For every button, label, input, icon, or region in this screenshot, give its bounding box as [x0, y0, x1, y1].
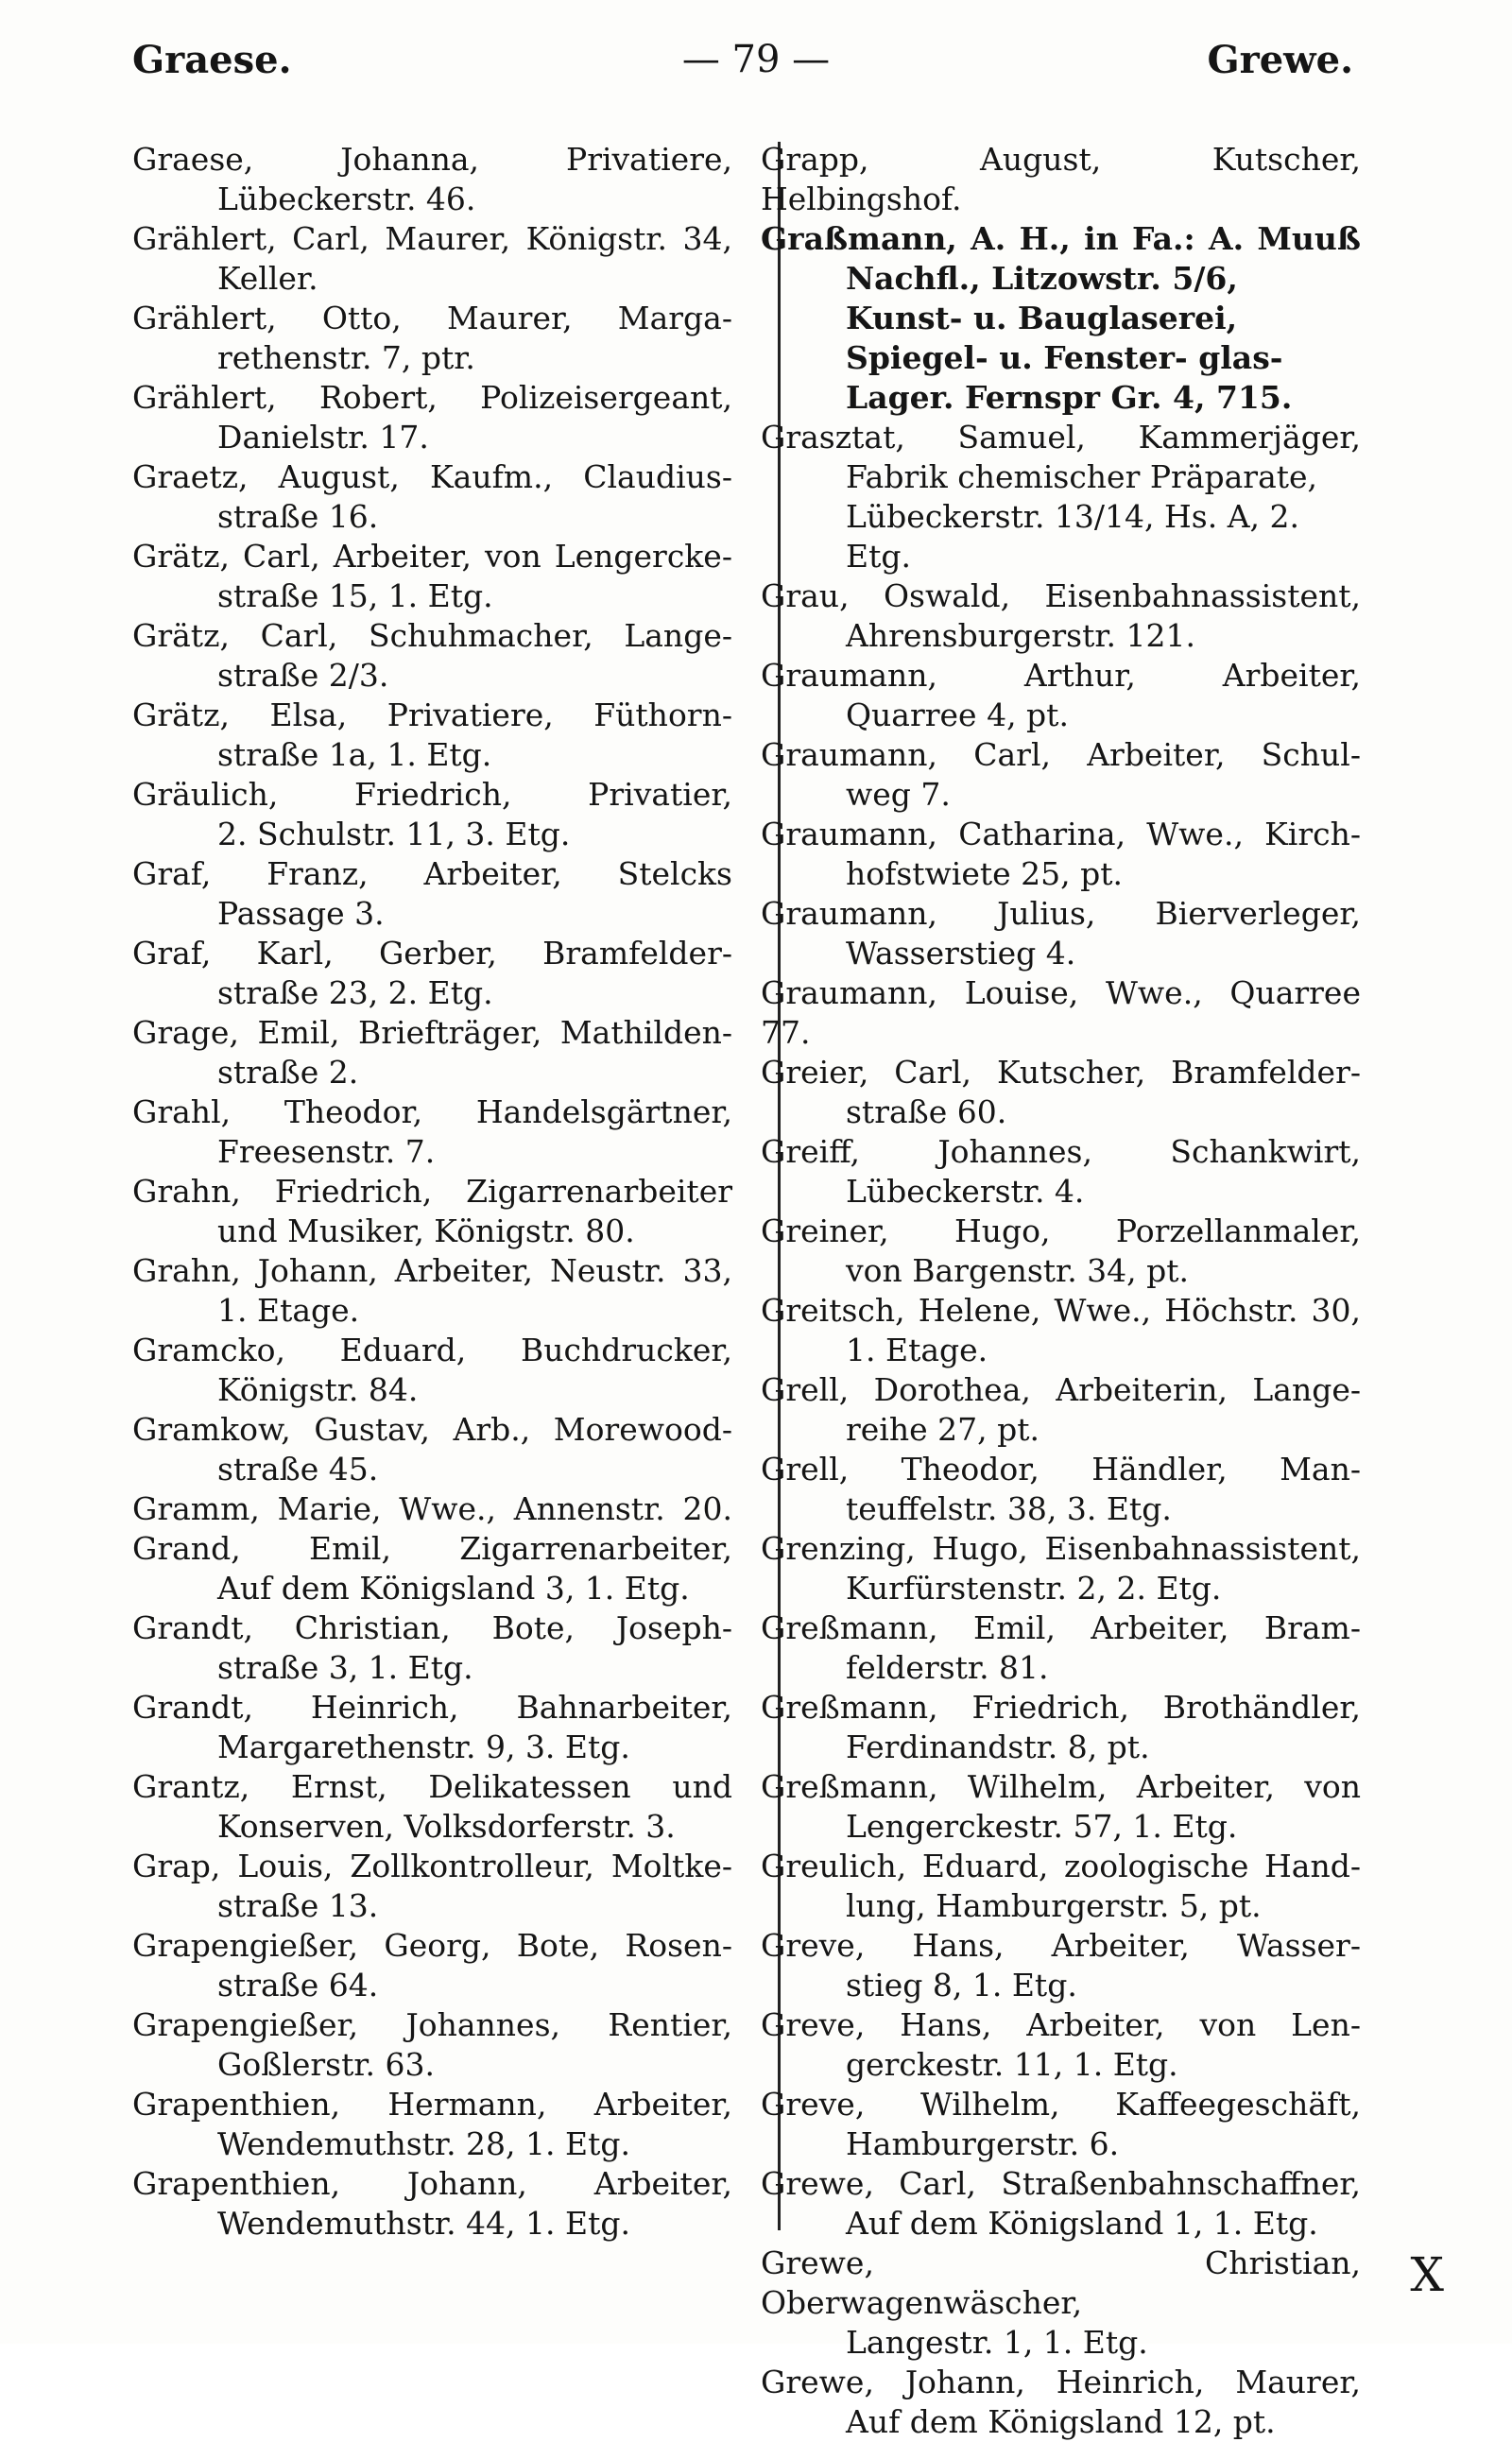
directory-entry [132, 1926, 732, 2005]
entry-line-2: und Musiker, Königstr. 80. [217, 1212, 635, 1249]
entry-line-1: Greve, Hans, Arbeiter, Wasser- [761, 1927, 1361, 1964]
entry-line-2: von Bargenstr. 34, pt. [846, 1252, 1190, 1289]
directory-entry [761, 1132, 1361, 1212]
directory-entry [132, 2005, 732, 2085]
directory-entry [761, 2085, 1361, 2164]
entry-line-1: Grasztat, Samuel, Kammerjäger, [761, 419, 1361, 456]
entry-line-2: straße 2. [217, 1054, 359, 1091]
directory-entry [761, 576, 1361, 656]
directory-entry [132, 775, 732, 854]
directory-entry [132, 1847, 732, 1926]
directory-entry [132, 1092, 732, 1172]
entry-line-1: Grahn, Friedrich, Zigarrenarbeiter [132, 1173, 732, 1210]
entry-line-1: Graumann, Carl, Arbeiter, Schul- [761, 736, 1361, 773]
header-left: Graese. [132, 38, 292, 82]
entry-line-2: Passage 3. [217, 895, 385, 932]
entry-line-1: Grewe, Carl, Straßenbahnschaffner, [761, 2165, 1361, 2202]
directory-entry [761, 1370, 1361, 1450]
entry-line-1: Grenzing, Hugo, Eisenbahnassistent, [761, 1530, 1361, 1567]
entry-line-2: 2. Schulstr. 11, 3. Etg. [217, 816, 571, 852]
directory-entry [132, 1489, 732, 1529]
entry-line-1: Grätz, Carl, Arbeiter, von Lengercke- [132, 538, 732, 575]
entry-line-2: Kurfürstenstr. 2, 2. Etg. [846, 1570, 1222, 1607]
directory-entry [132, 2164, 732, 2244]
directory-entry [132, 934, 732, 1013]
entry-line-2: 1. Etage. [846, 1332, 988, 1368]
entry-line-1: Gräulich, Friedrich, Privatier, [132, 776, 732, 813]
directory-entry [132, 219, 732, 299]
entry-line-1: Grewe, Christian, Oberwagenwäscher, [761, 2244, 1361, 2321]
directory-entry [761, 894, 1361, 973]
entry-line-1: Gramm, Marie, Wwe., Annenstr. 20. [132, 1490, 732, 1527]
entry-line-1: Grählert, Carl, Maurer, Königstr. 34, [132, 220, 732, 257]
directory-entry [132, 616, 732, 696]
entry-line-1: Grand, Emil, Zigarrenarbeiter, [132, 1530, 732, 1567]
entry-line-2: 1. Etage. [217, 1292, 360, 1329]
directory-entry [132, 457, 732, 537]
entry-line-1: Grandt, Christian, Bote, Joseph- [132, 1609, 732, 1646]
directory-entry [761, 973, 1361, 1053]
entry-line-1: Grapenthien, Johann, Arbeiter, [132, 2165, 732, 2202]
entry-line-1: Grell, Dorothea, Arbeiterin, Lange- [761, 1371, 1361, 1408]
entry-line-2: lung, Hamburgerstr. 5, pt. [846, 1887, 1262, 1924]
entry-line-1: Greßmann, Friedrich, Brothändler, [761, 1689, 1361, 1726]
entry-line-2: Konserven, Volksdorferstr. 3. [217, 1808, 676, 1845]
directory-entry [761, 2363, 1361, 2442]
directory-entry [132, 1608, 732, 1688]
entry-line-1: Graumann, Catharina, Wwe., Kirch- [761, 816, 1361, 852]
entry-line-2: Quarree 4, pt. [846, 696, 1069, 733]
entry-line-1: Grewe, Johann, Heinrich, Maurer, [761, 2364, 1361, 2400]
directory-entry [132, 854, 732, 934]
directory-entry [761, 2164, 1361, 2244]
directory-entry [761, 1926, 1361, 2005]
directory-entry [132, 299, 732, 378]
entry-line-1: Grantz, Ernst, Delikatessen und [132, 1768, 732, 1805]
entry-line-1: Graumann, Louise, Wwe., Quarree 77. [761, 974, 1361, 1051]
entry-line-2: weg 7. [846, 776, 951, 813]
entry-line-1: Graf, Karl, Gerber, Bramfelder- [132, 935, 732, 972]
entry-line-1: Gramkow, Gustav, Arb., Morewood- [132, 1411, 732, 1448]
entry-line-2: Nachfl., Litzowstr. 5/6, Kunst- u. Bauglaserei, Spiegel- u. Fenster- glas-Lager. Fernspr Gr. 4, 715. [846, 260, 1293, 416]
directory-entry [132, 1013, 732, 1092]
entry-line-2: Margarethenstr. 9, 3. Etg. [217, 1728, 630, 1765]
entry-line-2: Wendemuthstr. 28, 1. Etg. [217, 2125, 630, 2162]
entry-line-1: Greiff, Johannes, Schankwirt, [761, 1133, 1361, 1170]
entry-line-1: Grapp, August, Kutscher, Helbingshof. [761, 141, 1361, 217]
entry-line-2: straße 2/3. [217, 657, 389, 694]
entry-line-2: straße 64. [217, 1967, 379, 2003]
directory-entry [761, 1291, 1361, 1370]
directory-entry [761, 140, 1361, 219]
directory-entry [132, 2085, 732, 2164]
page-header [0, 38, 1512, 95]
directory-entry [132, 1410, 732, 1489]
directory-entry [132, 696, 732, 775]
entry-line-2: Ferdinandstr. 8, pt. [846, 1728, 1150, 1765]
entry-line-2: Lengerckestr. 57, 1. Etg. [846, 1808, 1238, 1845]
entry-line-2: Wasserstieg 4. [846, 935, 1076, 972]
entry-line-1: Grapengießer, Georg, Bote, Rosen- [132, 1927, 732, 1964]
directory-entry [132, 537, 732, 616]
directory-entry [132, 1767, 732, 1847]
entry-line-1: Graumann, Julius, Bierverleger, [761, 895, 1361, 932]
entry-line-2: straße 16. [217, 498, 379, 535]
entry-line-2: Auf dem Königsland 1, 1. Etg. [846, 2205, 1318, 2242]
entry-line-1: Grählert, Otto, Maurer, Marga- [132, 300, 732, 336]
entry-line-2: Lübeckerstr. 46. [217, 181, 476, 217]
entry-line-1: Grapengießer, Johannes, Rentier, [132, 2006, 732, 2043]
entry-line-1: Greve, Hans, Arbeiter, von Len- [761, 2006, 1361, 2043]
entry-line-1: Graetz, August, Kaufm., Claudius- [132, 458, 732, 495]
directory-entry [761, 1608, 1361, 1688]
directory-entry [132, 1331, 732, 1410]
entry-line-1: Greßmann, Wilhelm, Arbeiter, von [761, 1768, 1361, 1805]
entry-line-2: Keller. [217, 260, 318, 297]
directory-entry [761, 1053, 1361, 1132]
entry-line-1: Grell, Theodor, Händler, Man- [761, 1451, 1361, 1488]
entry-line-1: Graese, Johanna, Privatiere, [132, 141, 732, 178]
entry-line-1: Grau, Oswald, Eisenbahnassistent, [761, 577, 1361, 614]
entry-line-2: Wendemuthstr. 44, 1. Etg. [217, 2205, 630, 2242]
directory-entry [761, 1529, 1361, 1608]
directory-entry [761, 1450, 1361, 1529]
directory-entry [761, 2244, 1361, 2363]
entry-line-1: Graumann, Arthur, Arbeiter, [761, 657, 1361, 694]
entry-line-2: straße 23, 2. Etg. [217, 974, 493, 1011]
directory-entry [132, 1172, 732, 1251]
entry-line-1: Graf, Franz, Arbeiter, Stelcks [132, 855, 732, 892]
entry-line-2: Danielstr. 17. [217, 419, 429, 456]
directory-entry [761, 815, 1361, 894]
entry-line-2: Ahrensburgerstr. 121. [846, 617, 1195, 654]
entry-line-1: Greßmann, Emil, Arbeiter, Bram- [761, 1609, 1361, 1646]
entry-line-1: Grätz, Carl, Schuhmacher, Lange- [132, 617, 732, 654]
entry-line-2: Freesenstr. 7. [217, 1133, 436, 1170]
entry-line-2: straße 15, 1. Etg. [217, 577, 493, 614]
corner-mark: X [1410, 2247, 1444, 2302]
header-right: Grewe. [1207, 38, 1353, 82]
entry-line-1: Greitsch, Helene, Wwe., Höchstr. 30, [761, 1292, 1361, 1329]
entry-line-1: Grählert, Robert, Polizeisergeant, [132, 379, 732, 416]
entry-line-2: Auf dem Königsland 12, pt. [846, 2403, 1276, 2440]
directory-entry [761, 418, 1361, 576]
entry-line-1: Greulich, Eduard, zoologische Hand- [761, 1848, 1361, 1884]
directory-entry [132, 140, 732, 219]
directory-entry [761, 1767, 1361, 1847]
entry-line-2: hofstwiete 25, pt. [846, 855, 1123, 892]
directory-entry [132, 378, 732, 457]
directory-entry [132, 1251, 732, 1331]
page-number: — 79 — [681, 38, 831, 81]
entry-line-2: straße 60. [846, 1093, 1007, 1130]
entry-line-1: Greve, Wilhelm, Kaffeegeschäft, [761, 2086, 1361, 2123]
entry-line-2: straße 3, 1. Etg. [217, 1649, 473, 1686]
entry-line-2: Auf dem Königsland 3, 1. Etg. [217, 1570, 690, 1607]
left-column [132, 140, 732, 2244]
entry-line-2: Lübeckerstr. 4. [846, 1173, 1085, 1210]
directory-entry [132, 1529, 732, 1608]
directory-entry [761, 1212, 1361, 1291]
entry-line-2: Fabrik chemischer Präparate, Lübeckerstr. 13/14, Hs. A, 2. Etg. [846, 458, 1318, 575]
entry-line-1: Grahn, Johann, Arbeiter, Neustr. 33, [132, 1252, 732, 1289]
entry-line-1: Greiner, Hugo, Porzellanmaler, [761, 1212, 1361, 1249]
entry-line-1: Grätz, Elsa, Privatiere, Füthorn- [132, 696, 732, 733]
entry-line-1: Grapenthien, Hermann, Arbeiter, [132, 2086, 732, 2123]
entry-line-2: straße 1a, 1. Etg. [217, 736, 492, 773]
right-column [761, 140, 1361, 2442]
entry-line-1: Grage, Emil, Briefträger, Mathilden- [132, 1014, 732, 1051]
directory-entry [761, 656, 1361, 735]
entry-line-1: Grap, Louis, Zollkontrolleur, Moltke- [132, 1848, 732, 1884]
directory-entry [761, 2005, 1361, 2085]
entry-line-2: straße 45. [217, 1451, 379, 1488]
entry-line-1: Grandt, Heinrich, Bahnarbeiter, [132, 1689, 732, 1726]
directory-entry [761, 1688, 1361, 1767]
directory-entry [761, 735, 1361, 815]
entry-line-1: Greier, Carl, Kutscher, Bramfelder- [761, 1054, 1361, 1091]
entry-line-1: Grahl, Theodor, Handelsgärtner, [132, 1093, 732, 1130]
entry-line-2: teuffelstr. 38, 3. Etg. [846, 1490, 1172, 1527]
entry-line-1: Graßmann, A. H., in Fa.: A. Muuß [761, 220, 1361, 257]
entry-line-2: gerckestr. 11, 1. Etg. [846, 2046, 1178, 2083]
entry-line-2: stieg 8, 1. Etg. [846, 1967, 1077, 2003]
entry-line-2: Königstr. 84. [217, 1371, 419, 1408]
entry-line-2: Langestr. 1, 1. Etg. [846, 2324, 1148, 2361]
entry-line-2: reihe 27, pt. [846, 1411, 1040, 1448]
directory-entry [761, 219, 1361, 418]
entry-line-2: rethenstr. 7, ptr. [217, 339, 475, 376]
entry-line-2: Hamburgerstr. 6. [846, 2125, 1120, 2162]
directory-entry [761, 1847, 1361, 1926]
entry-line-2: straße 13. [217, 1887, 379, 1924]
entry-line-2: felderstr. 81. [846, 1649, 1049, 1686]
directory-entry [132, 1688, 732, 1767]
entry-line-2: Goßlerstr. 63. [217, 2046, 435, 2083]
entry-line-1: Gramcko, Eduard, Buchdrucker, [132, 1332, 732, 1368]
